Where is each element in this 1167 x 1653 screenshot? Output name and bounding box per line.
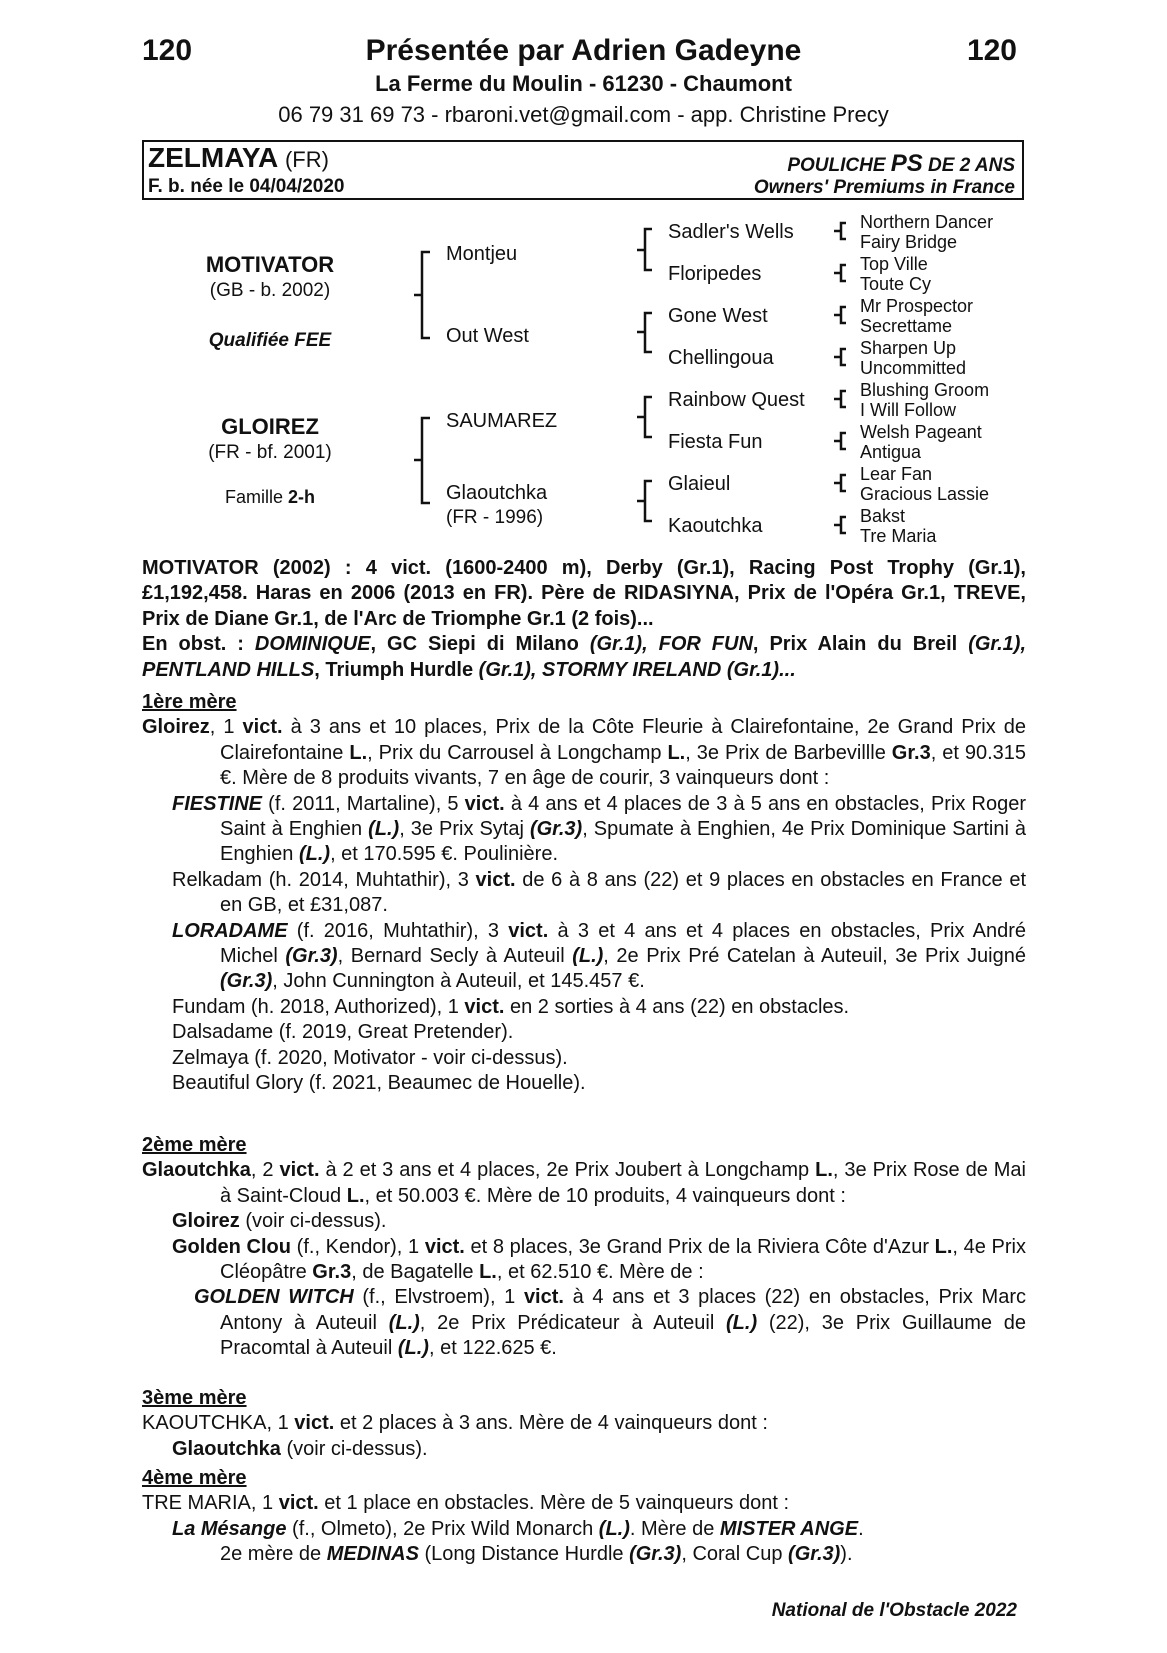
third-dam-heading: 3ème mère (142, 1387, 247, 1409)
ped-g3-pair: Northern Dancer Fairy Bridge (860, 212, 994, 252)
produce-item: FIESTINE (f. 2011, Martaline), 5 vict. à 4 ans et 4 places de 3 à 5 ans en obstacles, Prix Roger Saint à Enghien (L.), 3e Prix Sytaj (Gr.3), Spumate à Enghien, 4e Prix Dominique Sartini à Enghien (L.), et 170.595 €. Poulinière. (172, 792, 1027, 866)
horse-description: F. b. née le 04/04/2020 (148, 176, 345, 197)
ped-g3-pair: Welsh Pageant Antigua (860, 422, 982, 462)
produce-item: Relkadam (h. 2014, Muhtathir), 3 vict. de 6 à 8 ans (22) et 9 places en obstacles en France et en GB, et £31,087. (172, 868, 1027, 917)
produce-item: Beautiful Glory (f. 2021, Beaumec de Houelle). (172, 1072, 586, 1095)
sire-info: (GB - b. 2002) (209, 280, 331, 301)
third-dam-record: KAOUTCHKA, 1 vict. et 2 places à 3 ans. Mère de 4 vainqueurs dont : (142, 1412, 768, 1435)
ped-g3-pair: Mr Prospector Secrettame (860, 296, 974, 336)
produce-item: Glaoutchka (voir ci-dessus). (172, 1437, 428, 1460)
ped-g1-glaoutchka: Glaoutchka (446, 482, 548, 504)
sire-summary-obstacles: En obst. : DOMINIQUE, GC Siepi di Milano (Gr.1), FOR FUN, Prix Alain du Breil (Gr.1), PENTLAND HILLS, Triumph Hurdle (Gr.1), STORMY IRELAND (Gr.1)... (142, 633, 1026, 681)
horse-type: POULICHE PS DE 2 ANS (787, 150, 1015, 177)
produce-item: Dalsadame (f. 2019, Great Pretender). (172, 1021, 514, 1044)
first-dam-heading: 1ère mère (142, 691, 237, 713)
ped-g1-montjeu: Montjeu (446, 243, 518, 265)
catalogue-footer: National de l'Obstacle 2022 (771, 1600, 1017, 1621)
ped-g2-item: Fiesta Fun (668, 431, 763, 453)
ped-g3-pair: Blushing Groom I Will Follow (860, 380, 990, 420)
produce-item: GOLDEN WITCH (f., Elvstroem), 1 vict. à 4 ans et 3 places (22) en obstacles, Prix Marc Antony à Auteuil (L.), 2e Prix Prédicateur à Auteuil (L.) (22), 3e Prix Guillaume de Pracomtal à Auteuil (L.), et 122.625 €. (194, 1286, 1026, 1360)
produce-item: LORADAME (f. 2016, Muhtathir), 3 vict. à 3 et 4 ans et 4 places en obstacles, Prix André Michel (Gr.3), Bernard Secly à Auteuil (L.), 2e Prix Pré Catelan à Auteuil, 3e Prix Juigné (Gr.3), John Cunnington à Auteuil, et 145.457 €. (172, 919, 1026, 993)
lot-number-right: 120 (966, 34, 1017, 67)
ped-g2-item: Rainbow Quest (668, 389, 805, 411)
third-dam-section (142, 1386, 1026, 1462)
ped-g1-out-west: Out West (446, 325, 529, 347)
ped-g3-pair: Sharpen Up Uncommitted (860, 338, 967, 378)
produce-item: 2e mère de MEDINAS (Long Distance Hurdle (Gr.3), Coral Cup (Gr.3)). (220, 1543, 853, 1566)
second-dam-record: Glaoutchka, 2 vict. à 2 et 3 ans et 4 places, 2e Prix Joubert à Longchamp L., 3e Prix Rose de Mai à Saint-Cloud L., et 50.003 €. Mère de 10 produits, 4 vainqueurs dont : (142, 1159, 1026, 1207)
horse-name: ZELMAYA (FR) (148, 142, 329, 173)
sire-summary (142, 556, 1026, 683)
contact-line: 06 79 31 69 73 - rbaroni.vet@gmail.com - app. Christine Precy (278, 102, 889, 127)
ped-g3-pair: Bakst Tre Maria (860, 506, 937, 546)
presenter-title: Présentée par Adrien Gadeyne (365, 34, 802, 67)
sire-summary-record: MOTIVATOR (2002) : 4 vict. (1600-2400 m), Derby (Gr.1), Racing Post Trophy (Gr.1), £1,192,458. Haras en 2006 (2013 en FR). Père de RIDASIYNA, Prix de l'Opéra Gr.1, TREVE, Prix de Diane Gr.1, de l'Arc de Triomphe Gr.1 (2 fois)... (142, 557, 1026, 630)
ped-g2-item: Chellingoua (668, 347, 774, 369)
farm-address: La Ferme du Moulin - 61230 - Chaumont (375, 71, 792, 96)
dam-info: (FR - bf. 2001) (208, 442, 332, 463)
sire-note: Qualifiée FEE (208, 330, 332, 351)
ped-g1-saumarez: SAUMAREZ (446, 410, 558, 432)
sire-name: MOTIVATOR (205, 252, 335, 277)
dam-family: Famille 2-h (224, 487, 315, 507)
owners-premiums: Owners' Premiums in France (753, 177, 1015, 198)
ped-g2-item: Kaoutchka (668, 515, 763, 537)
ped-g2-item: Glaieul (668, 473, 731, 495)
ped-g3-pair: Lear Fan Gracious Lassie (860, 464, 990, 504)
ped-g2-item: Gone West (668, 305, 768, 327)
ped-g2-item: Sadler's Wells (668, 221, 794, 243)
produce-item: Gloirez (voir ci-dessus). (172, 1210, 387, 1233)
ped-g2-item: Floripedes (668, 263, 762, 285)
ped-g3-pair: Top Ville Toute Cy (860, 254, 932, 294)
fourth-dam-heading: 4ème mère (142, 1467, 247, 1489)
pedigree-brackets (0, 0, 1167, 560)
produce-item: La Mésange (f., Olmeto), 2e Prix Wild Monarch (L.). Mère de MISTER ANGE. (172, 1517, 864, 1540)
dam-name: GLOIREZ (221, 414, 319, 439)
produce-item: Zelmaya (f. 2020, Motivator - voir ci-dessus). (172, 1046, 568, 1069)
second-dam-heading: 2ème mère (142, 1134, 247, 1156)
fourth-dam-record: TRE MARIA, 1 vict. et 1 place en obstacles. Mère de 5 vainqueurs dont : (142, 1492, 790, 1515)
second-dam-section (142, 1133, 1026, 1362)
lot-number-left: 120 (142, 34, 193, 67)
ped-g1-glaoutchka-info: (FR - 1996) (446, 507, 544, 528)
produce-item: Fundam (h. 2018, Authorized), 1 vict. en 2 sorties à 4 ans (22) en obstacles. (172, 995, 850, 1018)
fourth-dam-section (142, 1466, 1026, 1568)
first-dam-section (142, 690, 1026, 1097)
produce-item: Golden Clou (f., Kendor), 1 vict. et 8 places, 3e Grand Prix de la Riviera Côte d'Azur L., 4e Prix Cléopâtre Gr.3, de Bagatelle L., et 62.510 €. Mère de : (172, 1235, 1026, 1284)
first-dam-record: Gloirez, 1 vict. à 3 ans et 10 places, Prix de la Côte Fleurie à Clairefontaine, 2e Grand Prix de Clairefontaine L., Prix du Carrousel à Longchamp L., 3e Prix de Barbevillle Gr.3, et 90.315 €. Mère de 8 produits vivants, 7 en âge de courir, 3 vainqueurs dont : (142, 716, 1027, 790)
